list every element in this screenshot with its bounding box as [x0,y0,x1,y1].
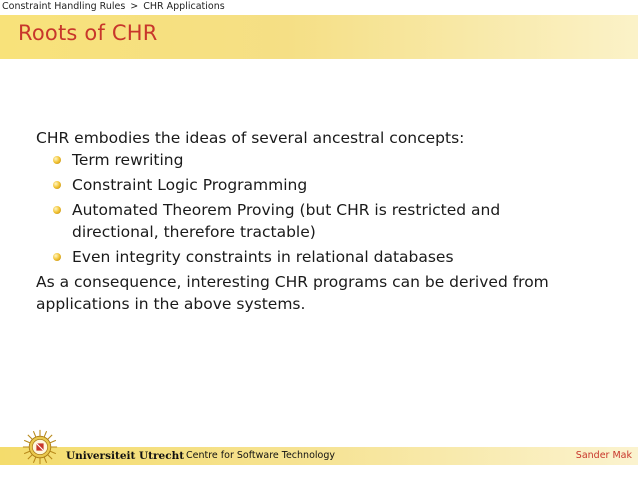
bullet-text: Term rewriting [72,151,184,169]
conclusion-text: As a consequence, interesting CHR programs can be derived from applications in the above systems. [36,273,549,313]
intro-text: CHR embodies the ideas of several ancestral concepts: [36,129,465,147]
footer-bar [0,447,638,465]
bullet-item [36,199,616,243]
breadcrumb-subsection[interactable]: CHR Applications [143,1,225,12]
bullet-ball-icon [53,181,61,189]
bullet-list [36,149,616,268]
university-seal-icon [22,429,58,465]
breadcrumb [0,0,638,14]
bullet-item [36,246,616,268]
breadcrumb-separator: > [130,1,139,12]
bullet-item [36,149,616,171]
breadcrumb-section[interactable]: Constraint Handling Rules [2,1,126,12]
title-bar [0,15,638,59]
bullet-ball-icon [53,206,61,214]
bullet-text: Automated Theorem Proving (but CHR is restricted and directional, therefore tractable) [72,201,501,241]
bullet-text: Even integrity constraints in relational databases [72,248,454,266]
author-name: Sander Mak [575,450,632,461]
bullet-text: Constraint Logic Programming [72,176,308,194]
bullet-ball-icon [53,253,61,261]
university-name: Universiteit Utrecht [66,450,185,462]
slide-body [36,127,616,315]
bullet-item [36,174,616,196]
department-name: Centre for Software Technology [186,450,335,461]
slide-title: Roots of CHR [18,21,158,45]
bullet-ball-icon [53,156,61,164]
